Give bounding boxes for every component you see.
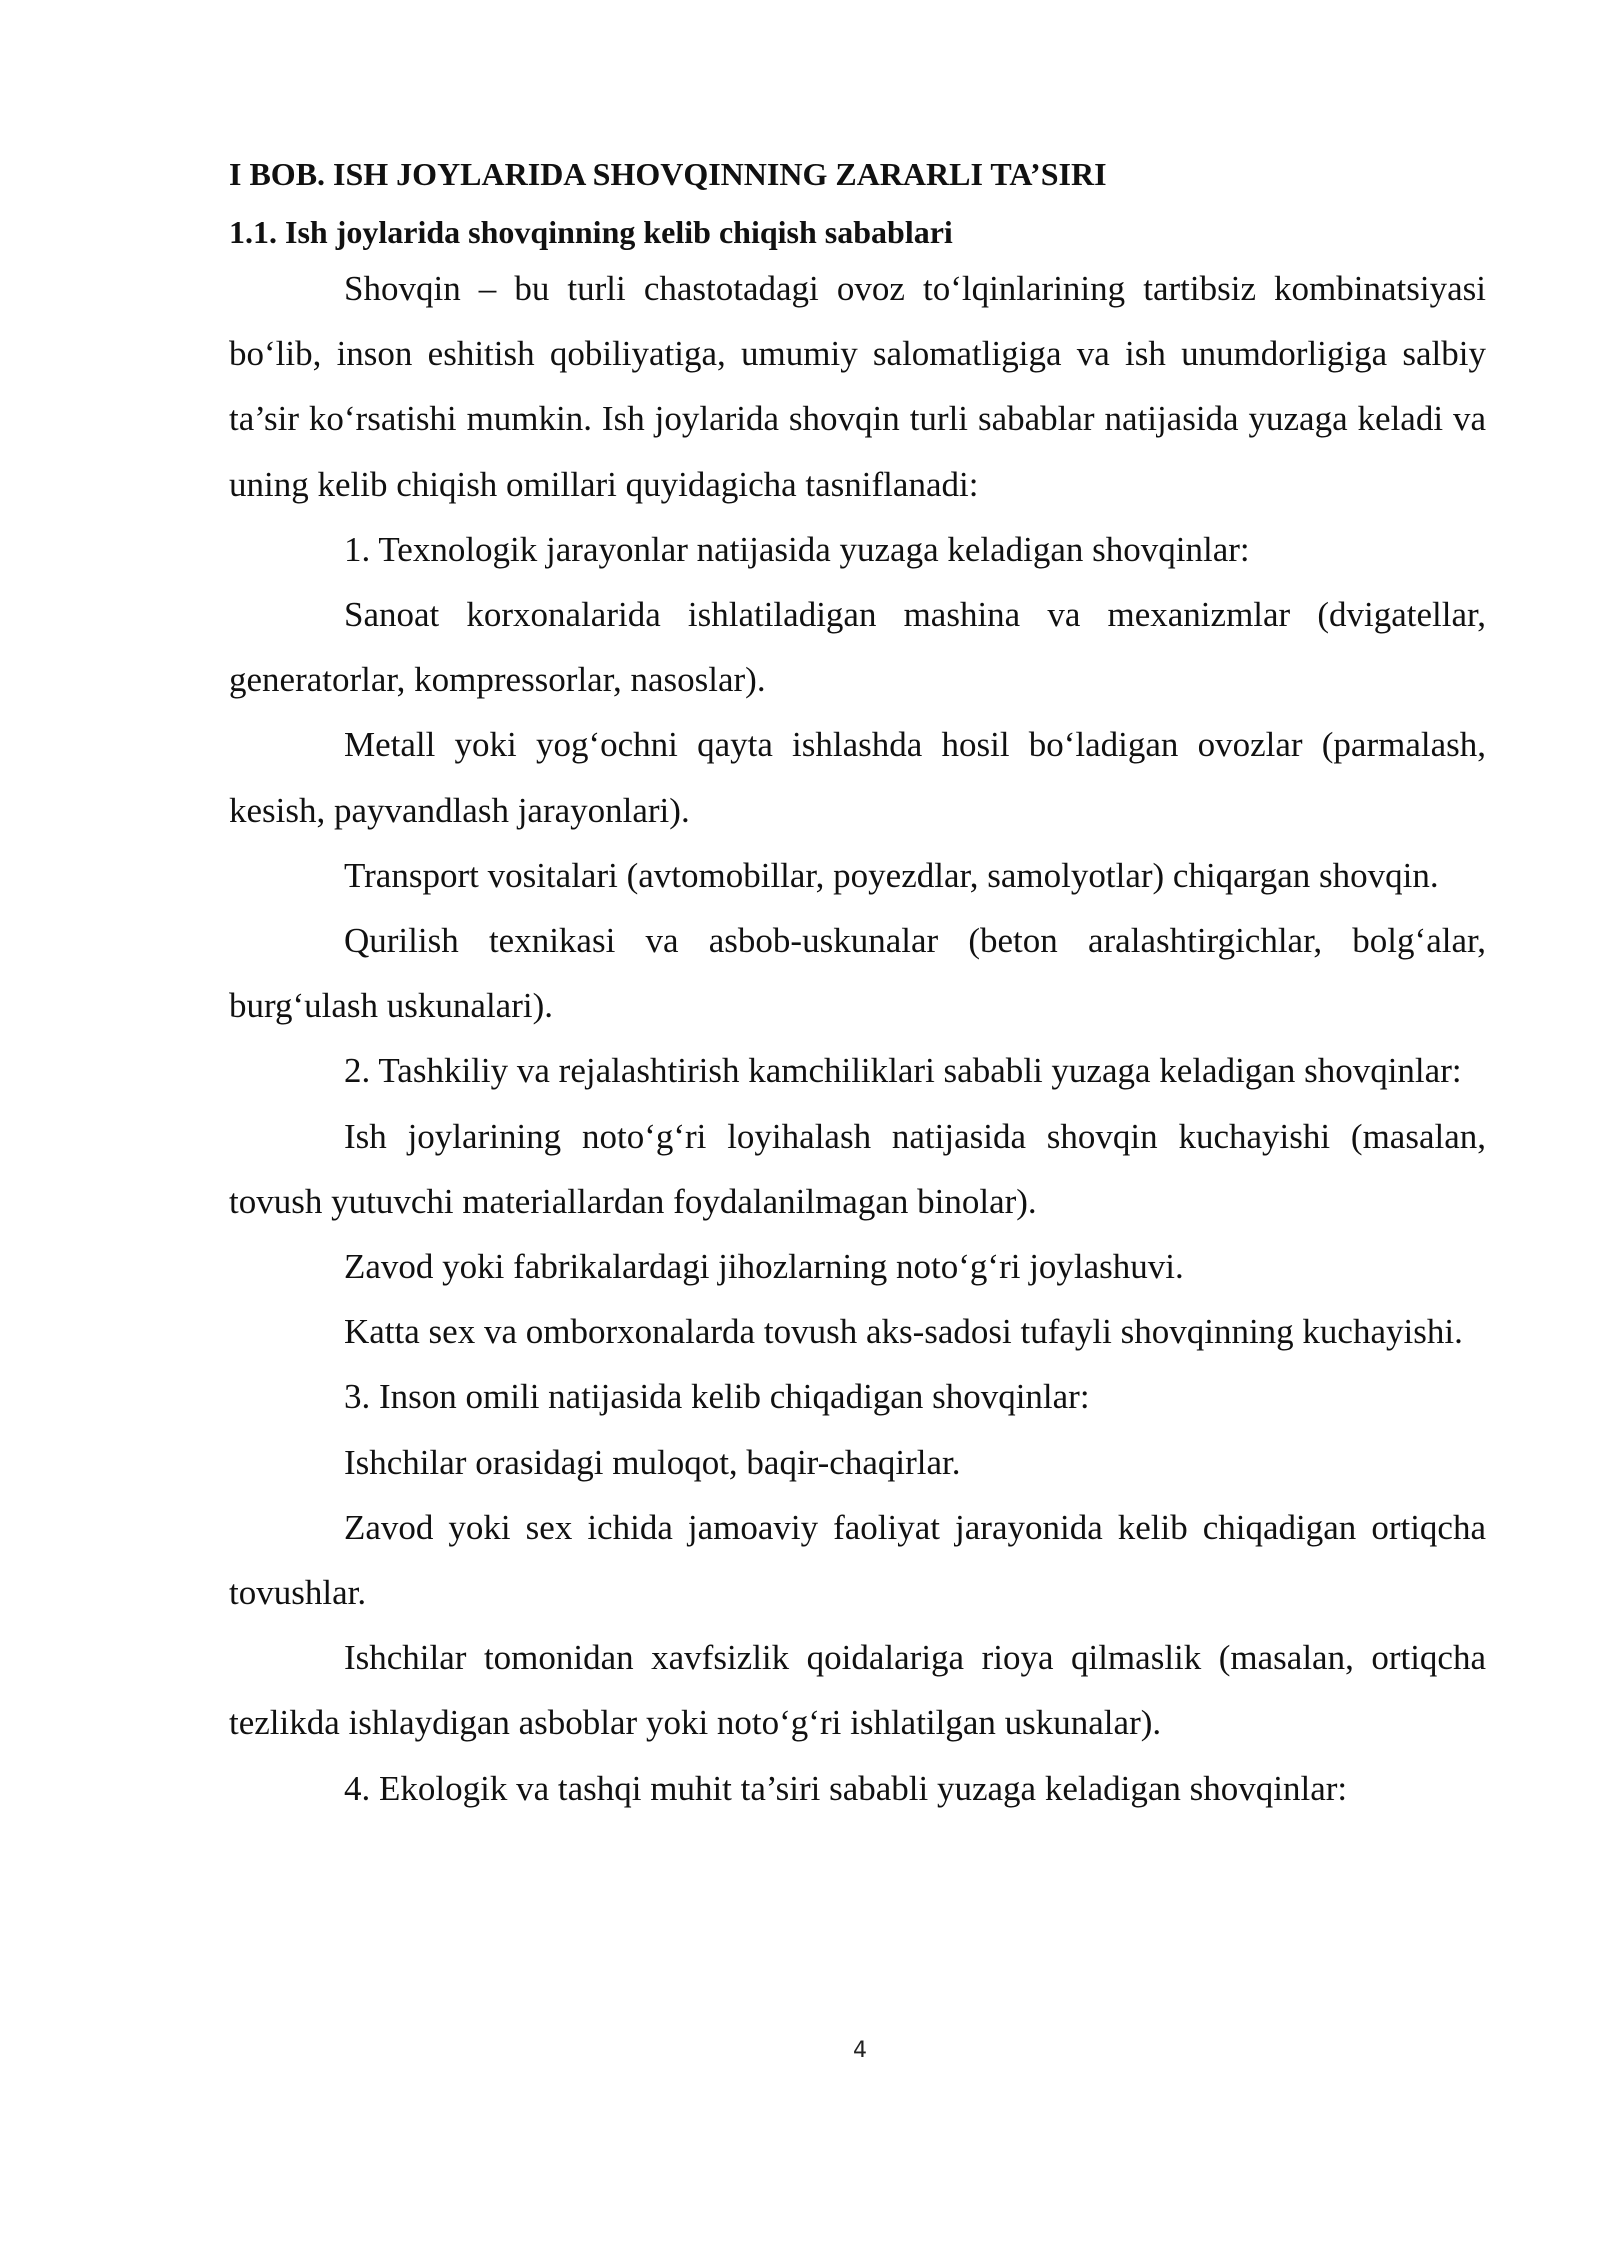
paragraph-collective-activity: Zavod yoki sex ichida jamoaviy faoliyat jarayonida kelib chiqadigan ortiqcha tovushlar.	[229, 1507, 1486, 1613]
paragraph-machines: Sanoat korxonalarida ishlatiladigan mashina va mexanizmlar (dvigatellar, generatorlar, kompressorlar, nasoslar).	[229, 595, 1486, 700]
page-content	[229, 150, 1486, 1821]
paragraph-heading-organizational: 2. Tashkiliy va rejalashtirish kamchiliklari sababli yuzaga keladigan shovqinlar:	[344, 1051, 1462, 1091]
paragraph-transport: Transport vositalari (avtomobillar, poyezdlar, samolyotlar) chiqargan shovqin.	[344, 855, 1439, 895]
paragraph-construction: Qurilish texnikasi va asbob-uskunalar (beton aralashtirgichlar, bolg‘alar, burg‘ulash uskunalari).	[229, 921, 1486, 1026]
paragraph-heading-human: 3. Inson omili natijasida kelib chiqadigan shovqinlar:	[344, 1377, 1090, 1417]
paragraph-safety-rules: Ishchilar tomonidan xavfsizlik qoidalariga rioya qilmaslik (masalan, ortiqcha tezlikda ishlaydigan asboblar yoki noto‘g‘ri ishlatilgan uskunalar).	[229, 1638, 1486, 1743]
chapter-title: I BOB. ISH JOYLARIDA SHOVQINNING ZARARLI TA’SIRI	[229, 156, 1107, 192]
section-title: 1.1. Ish joylarida shovqinning kelib chiqish sabablari	[229, 214, 953, 250]
paragraph-communication: Ishchilar orasidagi muloqot, baqir-chaqirlar.	[344, 1442, 961, 1482]
page-number: 4	[853, 2038, 867, 2063]
paragraph-equipment-layout: Zavod yoki fabrikalardagi jihozlarning noto‘g‘ri joylashuvi.	[344, 1247, 1184, 1287]
paragraph-heading-ecological: 4. Ekologik va tashqi muhit ta’siri sababli yuzaga keladigan shovqinlar:	[344, 1768, 1348, 1808]
paragraph-definition: Shovqin – bu turli chastotadagi ovoz to‘lqinlarining tartibsiz kombinatsiyasi bo‘lib, inson eshitish qobiliyatiga, umumiy salomatligiga va ish unumdorligiga salbiy ta’sir ko‘rsatishi mumkin. Ish joylarida shovqin turli sabablar natijasida yuzaga keladi va uning kelib chiqish omillari quyidagicha tasniflanadi:	[229, 269, 1486, 504]
paragraph-echo: Katta sex va omborxonalarda tovush aks-sadosi tufayli shovqinning kuchayishi.	[344, 1312, 1463, 1352]
paragraph-design: Ish joylarining noto‘g‘ri loyihalash natijasida shovqin kuchayishi (masalan, tovush yutuvchi materiallardan foydalanilmagan binolar).	[229, 1116, 1486, 1221]
paragraph-metalwork: Metall yoki yog‘ochni qayta ishlashda hosil bo‘ladigan ovozlar (parmalash, kesish, payvandlash jarayonlari).	[229, 725, 1486, 830]
paragraph-heading-technological: 1. Texnologik jarayonlar natijasida yuzaga keladigan shovqinlar:	[344, 529, 1250, 569]
